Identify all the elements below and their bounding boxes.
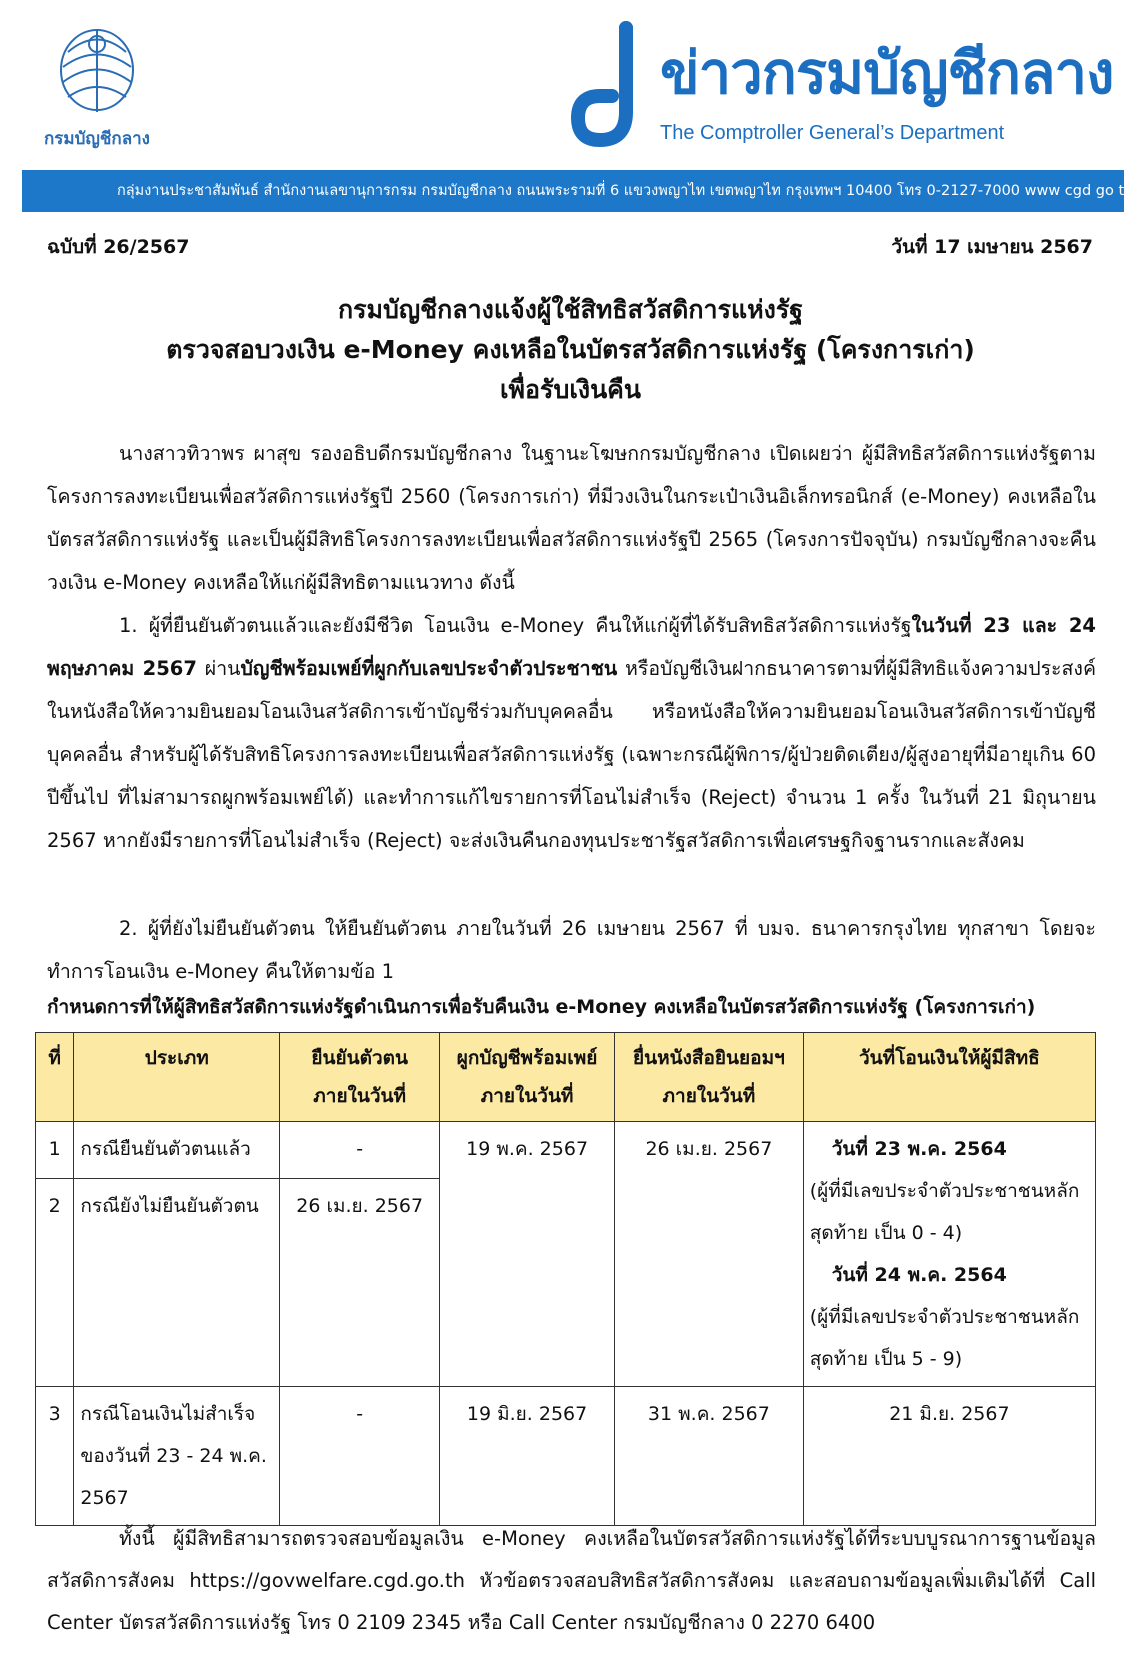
headline-line-2: ตรวจสอบวงเงิน e-Money คงเหลือในบัตรสวัสดิการแห่งรัฐ (โครงการเก่า) (166, 335, 975, 364)
cell-promptpay: 19 พ.ค. 2567 (440, 1122, 615, 1387)
cell-verify: - (280, 1387, 440, 1526)
banner-text: กลุ่มงานประชาสัมพันธ์ สำนักงานเลขานุการกรม กรมบัญชีกลาง ถนนพระรามที่ 6 แขวงพญาไท เขตพญาไท กรุงเทพฯ 10400 โทร 0-2127-7000 www cgd go th (117, 183, 1134, 199)
item-1-text-c: ผ่าน (196, 657, 241, 680)
garuda-logo (38, 22, 156, 162)
header-promptpay: ผูกบัญชีพร้อมเพย์ ภายในวันที่ (440, 1033, 615, 1122)
transfer-day-1: วันที่ 23 พ.ค. 2564 (831, 1138, 1007, 1160)
headline-line-1: กรมบัญชีกลางแจ้งผู้ใช้สิทธิสวัสดิการแห่งรัฐ (337, 295, 804, 324)
cell-type: กรณียังไม่ยืนยันตัวตน (74, 1179, 280, 1387)
transfer-day-2: วันที่ 24 พ.ค. 2564 (831, 1264, 1007, 1286)
cell-type: กรณีโอนเงินไม่สำเร็จ ของวันที่ 23 - 24 พ.ค. 2567 (74, 1387, 280, 1526)
cell-verify: - (280, 1122, 440, 1179)
header-transfer: วันที่โอนเงินให้ผู้มีสิทธิ (803, 1033, 1095, 1122)
brand-mark-icon (568, 20, 658, 148)
item-1-paragraph (47, 604, 1096, 862)
table-caption: กำหนดการที่ให้ผู้สิทธิสวัสดิการแห่งรัฐดำเนินการเพื่อรับคืนเงิน e-Money คงเหลือในบัตรสวัสดิการแห่งรัฐ (โครงการเก่า) (47, 996, 1036, 1018)
cell-no: 3 (36, 1387, 74, 1526)
header-verify: ยืนยันตัวตน ภายในวันที่ (280, 1033, 440, 1122)
cell-verify: 26 เม.ย. 2567 (280, 1179, 440, 1387)
cell-transfer (803, 1122, 1095, 1387)
transfer-note-2: (ผู้ที่มีเลขประจำตัวประชาชนหลักสุดท้าย เป็น 5 - 9) (809, 1306, 1080, 1370)
brand-title: ข่าวกรมบัญชีกลาง (660, 39, 1114, 107)
header-type: ประเภท (74, 1033, 280, 1122)
cell-transfer: 21 มิ.ย. 2567 (803, 1387, 1095, 1526)
item-2-paragraph: 2. ผู้ที่ยังไม่ยืนยันตัวตน ให้ยืนยันตัวตน ภายในวันที่ 26 เมษายน 2567 ที่ บมจ. ธนาคารกรุงไทย ทุกสาขา โดยจะทำการโอนเงิน e-Money คืนให้ตามข้อ 1 (47, 917, 1096, 983)
table-header-row (36, 1033, 1096, 1122)
item-1-dates: ในวันที่ 23 และ 24 พฤษภาคม 2567 (47, 614, 1096, 680)
item-1-text-a: 1. ผู้ที่ยืนยันตัวตนแล้วและยังมีชีวิต โอนเงิน e-Money คืนให้แก่ผู้ที่ได้รับสิทธิสวัสดิการแห่งรัฐ (119, 614, 912, 637)
item-1-text-e: หรือบัญชีเงินฝากธนาคารตามที่ผู้มีสิทธิแจ้งความประสงค์ในหนังสือให้ความยินยอมโอนเงินสวัสดิการเข้าบัญชีร่วมกับบุคคลอื่น หรือหนังสือให้ความยินยอมโอนเงินสวัสดิการเข้าบัญชีบุคคลอื่น สำหรับผู้ได้รับสิทธิโครงการลงทะเบียนเพื่อสวัสดิการแห่งรัฐ (เฉพาะกรณีผู้พิการ/ผู้ป่วยติดเตียง/ผู้สูงอายุที่มีอายุเกิน 60 ปีขึ้นไป ที่ไม่สามารถผูกพร้อมเพย์ได้) และทำการแก้ไขรายการที่โอนไม่สำเร็จ (Reject) จำนวน 1 ครั้ง ในวันที่ 21 มิถุนายน 2567 หากยังมีรายการที่โอนไม่สำเร็จ (Reject) จะส่งเงินคืนกองทุนประชารัฐสวัสดิการเพื่อเศรษฐกิจฐานรากและสังคม (47, 657, 1097, 852)
closing-paragraph: ทั้งนี้ ผู้มีสิทธิสามารถตรวจสอบข้อมูลเงิน e-Money คงเหลือในบัตรสวัสดิการแห่งรัฐได้ที่ระบบบูรณาการฐานข้อมูลสวัสดิการสังคม https://govwelfare.cgd.go.th หัวข้อตรวจสอบสิทธิสวัสดิการสังคม และสอบถามข้อมูลเพิ่มเติมได้ที่ Call Center บัตรสวัสดิการแห่งรัฐ โทร 0 2109 2345 หรือ Call Center กรมบัญชีกลาง 0 2270 6400 (47, 1527, 1096, 1634)
cell-consent: 26 เม.ย. 2567 (615, 1122, 804, 1387)
header-no: ที่ (36, 1033, 74, 1122)
issue-date: วันที่ 17 เมษายน 2567 (891, 236, 1093, 258)
headline (0, 290, 1141, 410)
cell-consent: 31 พ.ค. 2567 (615, 1387, 804, 1526)
headline-line-3: เพื่อรับเงินคืน (500, 375, 641, 404)
table-row (36, 1122, 1096, 1179)
logo-text: กรมบัญชีกลาง (43, 129, 151, 149)
cell-promptpay: 19 มิ.ย. 2567 (440, 1387, 615, 1526)
brand-subtitle: The Comptroller General’s Department (660, 122, 1005, 144)
schedule-table (35, 1032, 1096, 1526)
header-consent: ยื่นหนังสือยินยอมฯ ภายในวันที่ (615, 1033, 804, 1122)
cell-no: 2 (36, 1179, 74, 1387)
cell-type: กรณียืนยันตัวตนแล้ว (74, 1122, 280, 1179)
brand-wordmark (568, 20, 1114, 148)
issue-number: ฉบับที่ 26/2567 (47, 236, 190, 258)
contact-banner (22, 170, 1134, 212)
cell-no: 1 (36, 1122, 74, 1179)
item-1-promptpay: บัญชีพร้อมเพย์ที่ผูกกับเลขประจำตัวประชาชน (240, 657, 618, 680)
transfer-note-1: (ผู้ที่มีเลขประจำตัวประชาชนหลักสุดท้าย เป็น 0 - 4) (809, 1180, 1080, 1244)
intro-paragraph: นางสาวทิวาพร ผาสุข รองอธิบดีกรมบัญชีกลาง ในฐานะโฆษกกรมบัญชีกลาง เปิดเผยว่า ผู้มีสิทธิสวัสดิการแห่งรัฐตามโครงการลงทะเบียนเพื่อสวัสดิการแห่งรัฐปี 2560 (โครงการเก่า) ที่มีวงเงินในกระเป๋าเงินอิเล็กทรอนิกส์ (e-Money) คงเหลือในบัตรสวัสดิการแห่งรัฐ และเป็นผู้มีสิทธิโครงการลงทะเบียนเพื่อสวัสดิการแห่งรัฐปี 2565 (โครงการปัจจุบัน) กรมบัญชีกลางจะคืนวงเงิน e-Money คงเหลือให้แก่ผู้มีสิทธิตามแนวทาง ดังนี้ (47, 442, 1096, 594)
table-row (36, 1387, 1096, 1526)
